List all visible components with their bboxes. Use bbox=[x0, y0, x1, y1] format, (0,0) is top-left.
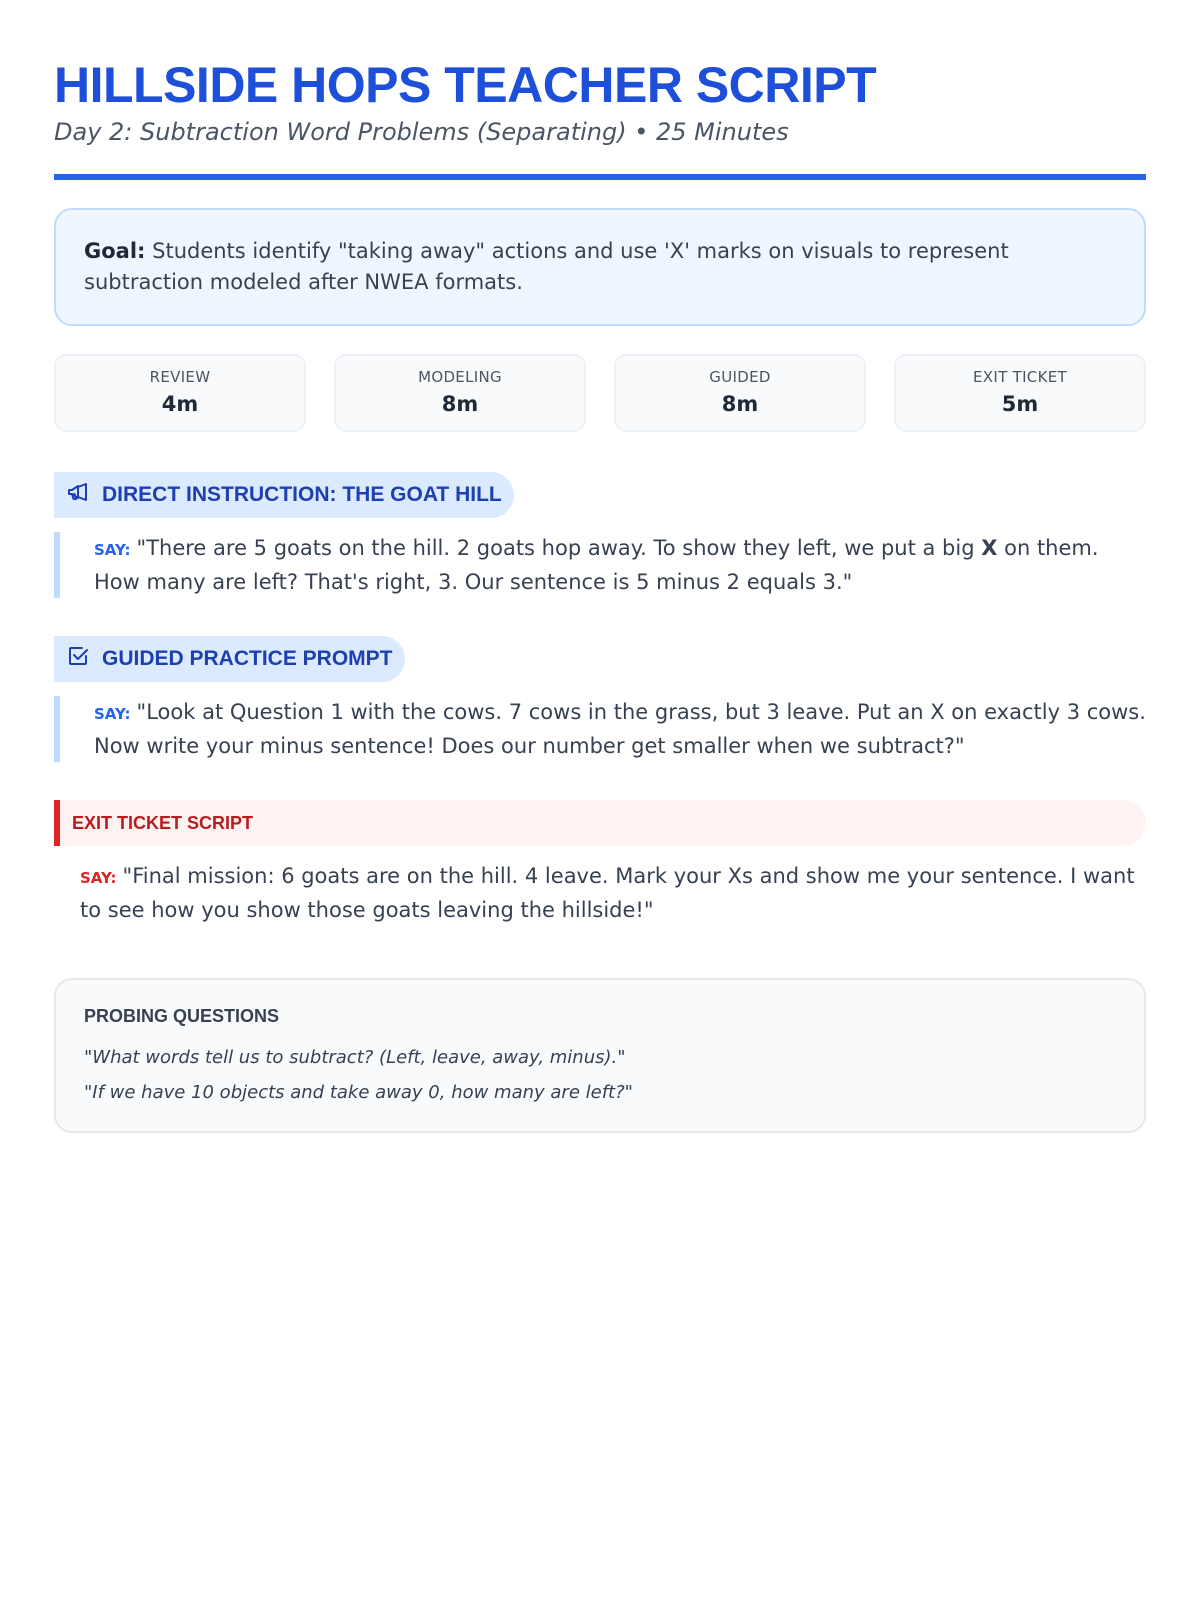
say-text: "Look at Question 1 with the cows. 7 cows in the grass, but 3 leave. Put an X on exactly 3 cows. Now write your minus sentence! Does our number get smaller when we subtract?" bbox=[94, 700, 1146, 758]
say-tag: SAY: bbox=[80, 869, 117, 887]
timing-label: GUIDED bbox=[709, 368, 771, 386]
probing-question: "What words tell us to subtract? (Left, leave, away, minus)." bbox=[84, 1047, 626, 1068]
goal-box bbox=[54, 208, 1146, 326]
goal-label: Goal: bbox=[84, 239, 146, 263]
section-heading-text: DIRECT INSTRUCTION: THE GOAT HILL bbox=[102, 483, 502, 506]
section-heading-text: GUIDED PRACTICE PROMPT bbox=[102, 647, 393, 670]
section-heading-text: EXIT TICKET SCRIPT bbox=[72, 812, 254, 833]
goal-text: Students identify "taking away" actions and use 'X' marks on visuals to represent subtraction modeled after NWEA formats. bbox=[84, 239, 1009, 294]
megaphone-icon bbox=[66, 480, 90, 510]
page-title: HILLSIDE HOPS TEACHER SCRIPT bbox=[54, 57, 877, 113]
say-text: "There are 5 goats on the hill. 2 goats hop away. To show they left, we put a big bbox=[136, 536, 982, 560]
timing-card-modeling bbox=[334, 354, 586, 432]
timing-card-exit-ticket bbox=[894, 354, 1146, 432]
direct-instruction-say bbox=[54, 532, 1146, 598]
timing-value: 8m bbox=[441, 392, 479, 416]
page-subtitle: Day 2: Subtraction Word Problems (Separating) • 25 Minutes bbox=[54, 118, 789, 146]
guided-practice-say bbox=[54, 696, 1146, 762]
say-text: on them. How many are left? That's right, 3. Our sentence is 5 minus 2 equals 3." bbox=[94, 536, 1099, 594]
timing-card-review bbox=[54, 354, 306, 432]
exit-ticket-say bbox=[54, 860, 1146, 926]
timing-card-guided bbox=[614, 354, 866, 432]
timing-label: REVIEW bbox=[149, 368, 211, 386]
timing-cards bbox=[54, 354, 1146, 432]
guided-practice-heading bbox=[54, 636, 405, 682]
timing-label: EXIT TICKET bbox=[973, 368, 1067, 386]
probing-questions-box bbox=[54, 978, 1146, 1133]
direct-instruction-section bbox=[54, 472, 1146, 598]
checkbox-icon bbox=[66, 644, 90, 674]
say-tag: SAY: bbox=[94, 705, 131, 723]
timing-label: MODELING bbox=[418, 368, 502, 386]
timing-value: 5m bbox=[1001, 392, 1039, 416]
timing-value: 8m bbox=[721, 392, 759, 416]
header-divider bbox=[54, 174, 1146, 180]
exit-ticket-heading bbox=[54, 800, 1146, 846]
say-tag: SAY: bbox=[94, 541, 131, 559]
say-text-bold: X bbox=[981, 536, 998, 560]
guided-practice-section bbox=[54, 636, 1146, 762]
say-text: "Final mission: 6 goats are on the hill. 4 leave. Mark your Xs and show me your sentence. I want to see how you show those goats leaving the hillside!" bbox=[80, 864, 1135, 922]
timing-value: 4m bbox=[161, 392, 199, 416]
direct-instruction-heading bbox=[54, 472, 514, 518]
probing-questions-title: PROBING QUESTIONS bbox=[84, 1006, 280, 1026]
probing-question: "If we have 10 objects and take away 0, how many are left?" bbox=[84, 1082, 633, 1103]
